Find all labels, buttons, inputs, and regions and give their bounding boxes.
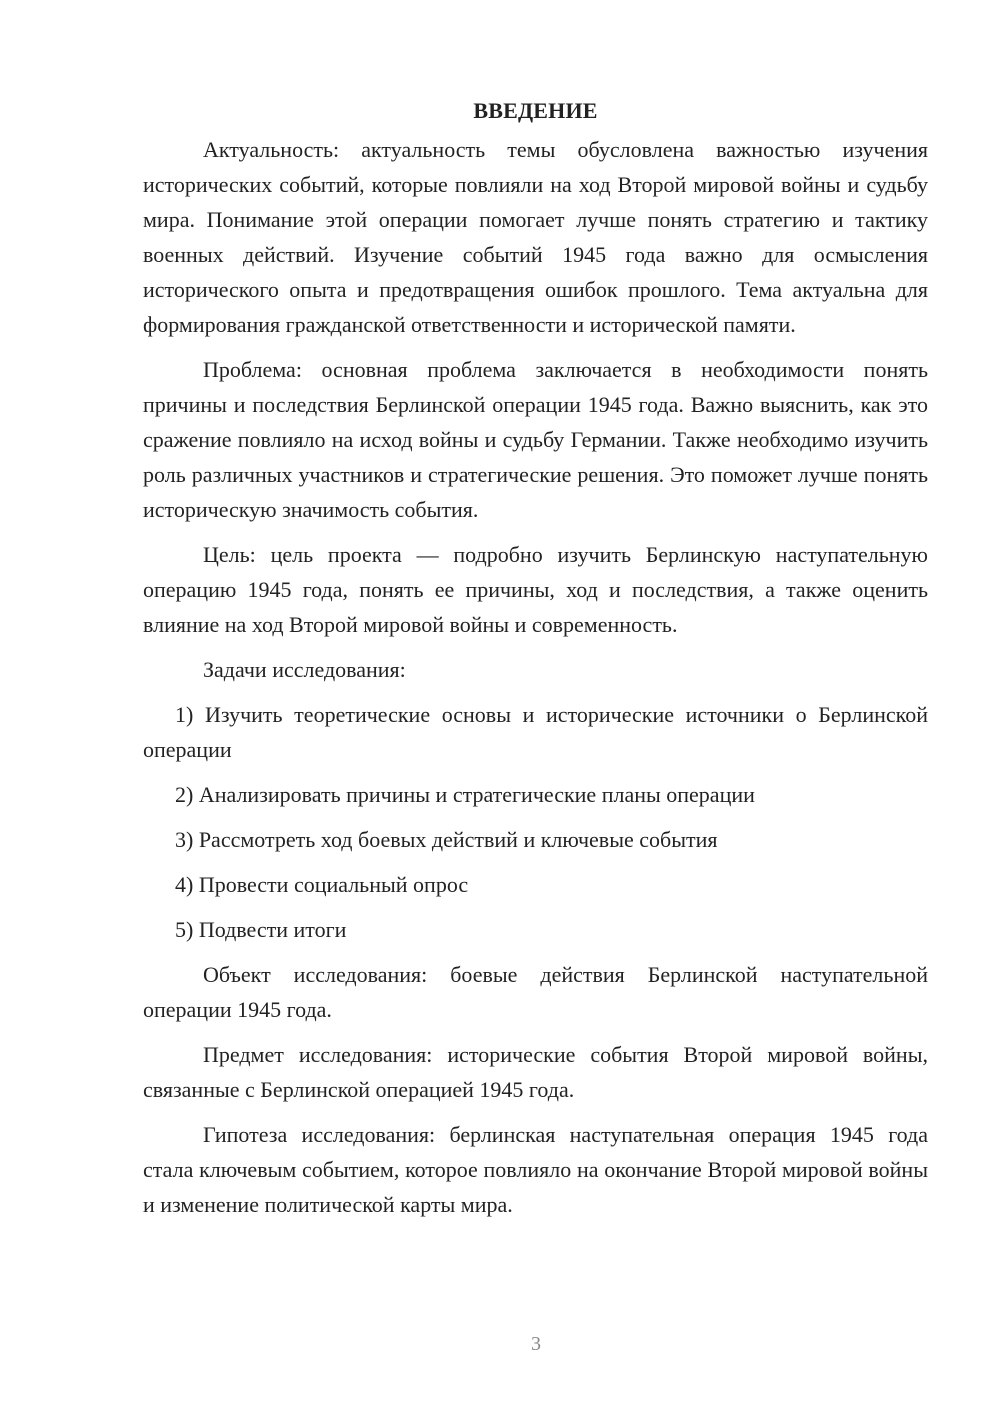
- section-title: ВВЕДЕНИЕ: [473, 98, 598, 123]
- task-item: 2) Анализировать причины и стратегические планы операции: [175, 782, 755, 807]
- tasks-list: [143, 697, 928, 947]
- task-item: 3) Рассмотреть ход боевых действий и ключевые события: [175, 827, 718, 852]
- document-body: [143, 93, 928, 1232]
- paragraph-hypothesis: Гипотеза исследования: берлинская наступательная операция 1945 года стала ключевым событием, которое повлияло на окончание Второй мировой войны и изменение политической карты мира.: [143, 1122, 928, 1217]
- paragraph-goal: Цель: цель проекта — подробно изучить Берлинскую наступательную операцию 1945 года, понять ее причины, ход и последствия, а также оценить влияние на ход Второй мировой войны и современность.: [143, 542, 928, 637]
- task-item: 5) Подвести итоги: [175, 917, 347, 942]
- tasks-heading: Задачи исследования:: [203, 657, 406, 682]
- paragraph-problem: Проблема: основная проблема заключается в необходимости понять причины и последствия Берлинской операции 1945 года. Важно выяснить, как это сражение повлияло на исход войны и судьбу Германии. Также необходимо изучить роль различных участников и стратегические решения. Это поможет лучше понять историческую значимость события.: [143, 357, 928, 522]
- paragraph-object: Объект исследования: боевые действия Берлинской наступательной операции 1945 года.: [143, 962, 928, 1022]
- paragraph-relevance: Актуальность: актуальность темы обусловлена важностью изучения исторических событий, которые повлияли на ход Второй мировой войны и судьбу мира. Понимание этой операции помогает лучше понять стратегию и тактику военных действий. Изучение событий 1945 года важно для осмысления исторического опыта и предотвращения ошибок прошлого. Тема актуальна для формирования гражданской ответственности и исторической памяти.: [143, 137, 928, 337]
- task-item: 1) Изучить теоретические основы и исторические источники о Берлинской операции: [143, 702, 928, 762]
- task-item: 4) Провести социальный опрос: [175, 872, 469, 897]
- paragraph-subject: Предмет исследования: исторические события Второй мировой войны, связанные с Берлинской операцией 1945 года.: [143, 1042, 928, 1102]
- page-number: 3: [531, 1333, 541, 1355]
